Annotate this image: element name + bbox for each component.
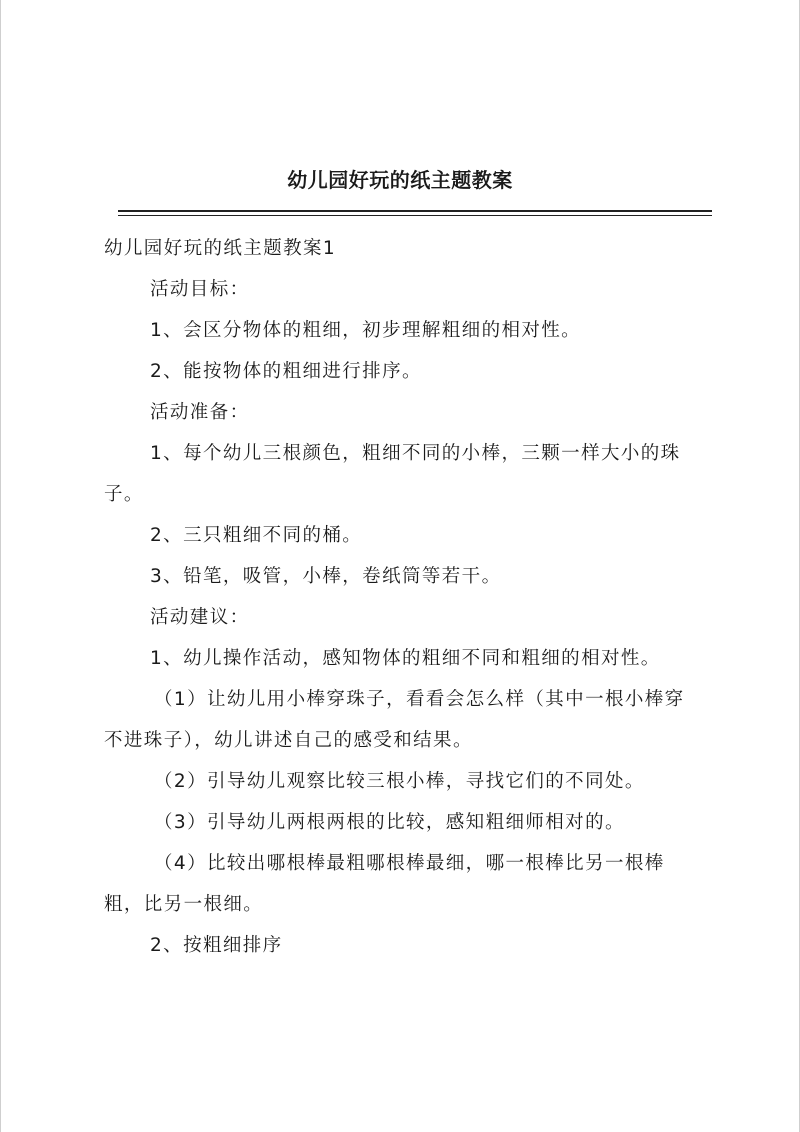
document-body [104, 228, 704, 966]
paragraph-suggest-heading: 活动建议： [150, 607, 250, 628]
paragraph-prep-3: 3、铅笔，吸管，小棒，卷纸筒等若干。 [150, 566, 502, 587]
paragraph-suggest-2: 2、按粗细排序 [150, 935, 283, 956]
title-rule-thin [118, 215, 712, 216]
paragraph-step-4: （4）比较出哪根棒最粗哪根棒最细，哪一根棒比另一根棒粗，比另一根细。 [104, 853, 665, 915]
paragraph-step-2: （2）引导幼儿观察比较三根小棒，寻找它们的不同处。 [154, 771, 645, 792]
paragraph-suggest-1: 1、幼儿操作活动，感知物体的粗细不同和粗细的相对性。 [150, 648, 661, 669]
paragraph-goal-2: 2、能按物体的粗细进行排序。 [150, 361, 422, 382]
paragraph-prep-heading: 活动准备： [150, 402, 250, 423]
section-heading: 幼儿园好玩的纸主题教案1 [104, 238, 337, 259]
paragraph-prep-1: 1、每个幼儿三根颜色，粗细不同的小棒，三颗一样大小的珠子。 [104, 443, 681, 505]
paragraph-goals-heading: 活动目标： [150, 279, 250, 300]
paragraph-prep-2: 2、三只粗细不同的桶。 [150, 525, 363, 546]
title-rule-thick [118, 210, 712, 212]
document-title: 幼儿园好玩的纸主题教案 [287, 168, 513, 192]
paragraph-goal-1: 1、会区分物体的粗细，初步理解粗细的相对性。 [150, 320, 582, 341]
paragraph-step-1: （1）让幼儿用小棒穿珠子，看看会怎么样（其中一根小棒穿不进珠子），幼儿讲述自己的感受和结果。 [104, 689, 685, 751]
paragraph-step-3: （3）引导幼儿两根两根的比较，感知粗细师相对的。 [154, 812, 625, 833]
